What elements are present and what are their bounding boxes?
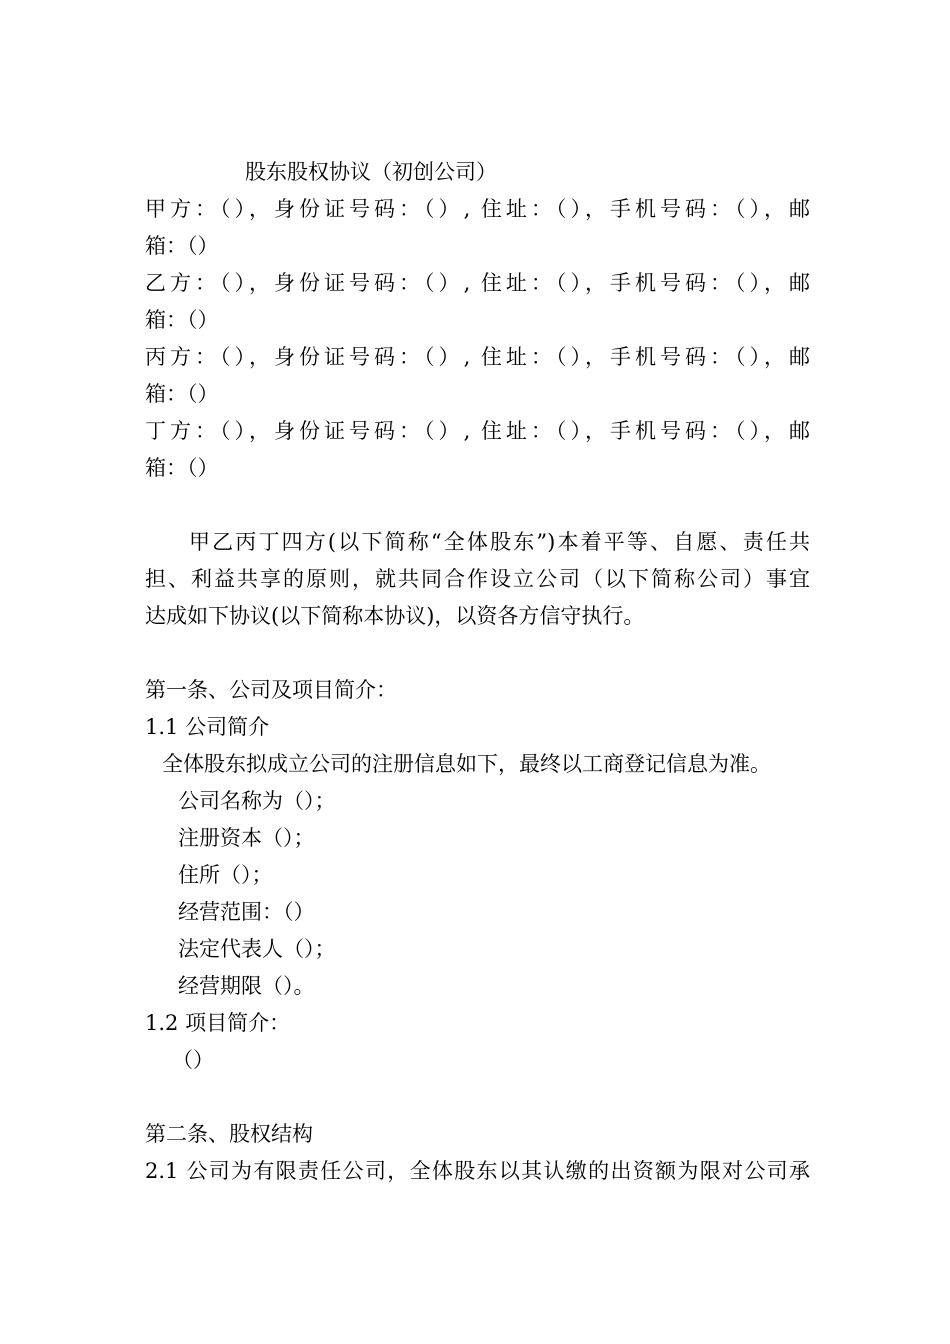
company-item: 法定代表人（）； xyxy=(178,937,336,961)
spacer xyxy=(145,635,810,672)
preamble-line-2: 担、利益共享的原则，就共同合作设立公司（以下简称公司）事宜 xyxy=(145,567,810,591)
party-ding-line-2: 箱：（） xyxy=(145,456,219,480)
preamble-line-3: 达成如下协议(以下简称本协议)，以资各方信守执行。 xyxy=(145,604,645,628)
article-1-heading: 第一条、公司及项目简介： xyxy=(145,678,397,702)
document-body xyxy=(145,154,810,1190)
document-title: 股东股权协议（初创公司） xyxy=(245,160,497,184)
section-1-1-intro: 全体股东拟成立公司的注册信息如下，最终以工商登记信息为准。 xyxy=(162,752,771,776)
party-ding-line-1: 丁方：（），身份证号码：（）, 住址：（），手机号码：（），邮 xyxy=(145,419,810,443)
company-item: 公司名称为（）； xyxy=(178,789,336,813)
party-jia-line-1: 甲方：（），身份证号码：（）, 住址：（），手机号码：（），邮 xyxy=(145,197,810,221)
party-jia-line-2: 箱：（） xyxy=(145,234,219,258)
section-1-2-heading: 1.2 项目简介： xyxy=(145,1011,291,1035)
section-1-1-heading: 1.1 公司简介 xyxy=(145,715,270,739)
section-1-2-body: （） xyxy=(172,1048,214,1072)
company-item: 注册资本（）； xyxy=(178,826,315,850)
company-item: 住所（）； xyxy=(178,863,273,887)
company-item: 经营范围：（） xyxy=(178,900,315,924)
party-bing-line-2: 箱：（） xyxy=(145,382,219,406)
section-2-1-line: 2.1 公司为有限责任公司，全体股东以其认缴的出资额为限对公司承 xyxy=(145,1159,810,1183)
party-bing-line-1: 丙方：（），身份证号码：（）, 住址：（），手机号码：（），邮 xyxy=(145,345,810,369)
spacer xyxy=(145,487,810,524)
preamble-line-1: 甲乙丙丁四方(以下简称“全体股东”)本着平等、自愿、责任共 xyxy=(189,530,810,554)
spacer xyxy=(145,1079,810,1116)
party-yi-line-1: 乙方：（），身份证号码：（）, 住址：（），手机号码：（），邮 xyxy=(145,271,810,295)
company-item: 经营期限（）。 xyxy=(178,974,315,998)
party-yi-line-2: 箱：（） xyxy=(145,308,219,332)
article-2-heading: 第二条、股权结构 xyxy=(145,1122,313,1146)
